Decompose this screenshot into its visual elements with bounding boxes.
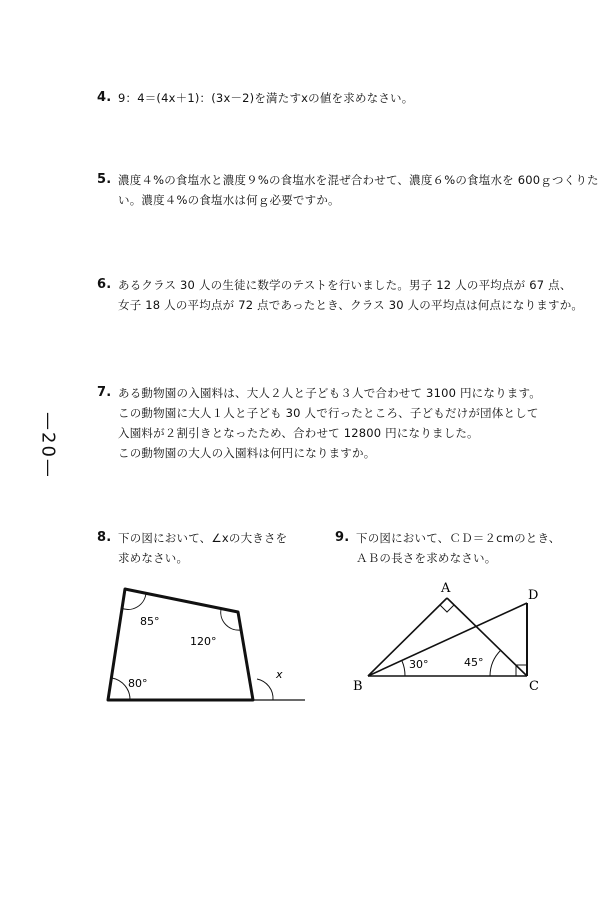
figure-8-quadrilateral xyxy=(100,580,315,710)
angle-label-45: 45° xyxy=(464,656,484,669)
figure-9-triangles xyxy=(345,572,550,697)
angle-label-120: 120° xyxy=(190,635,217,648)
problem-text: この動物園に大人１人と子ども 30 人で行ったところ、子どもだけが団体として xyxy=(118,406,539,420)
vertex-label-B: B xyxy=(353,679,363,694)
problem-5 xyxy=(97,170,599,210)
problem-text: 下の図において、∠xの大きさを xyxy=(118,531,288,545)
problem-number: 7. xyxy=(97,385,112,400)
segment-AC xyxy=(447,598,527,676)
angle-label-85: 85° xyxy=(140,615,160,628)
vertex-label-A: A xyxy=(441,581,451,596)
angle-label-30: 30° xyxy=(409,658,429,671)
angle-arc-45 xyxy=(490,650,501,676)
problem-9 xyxy=(335,528,560,568)
problem-text: ＡＢの長さを求めなさい。 xyxy=(356,551,497,565)
segment-BA xyxy=(368,598,447,676)
angle-arc-30 xyxy=(402,661,405,676)
right-angle-marker-A xyxy=(440,605,454,612)
vertex-label-D: D xyxy=(528,588,539,603)
problem-text: あるクラス 30 人の生徒に数学のテストを行いました。男子 12 人の平均点が 67 点、 xyxy=(118,278,572,292)
problem-text: 求めなさい。 xyxy=(118,551,189,565)
problem-6 xyxy=(97,275,583,315)
problem-number: 5. xyxy=(97,172,112,187)
page-number: —20— xyxy=(37,411,59,479)
problem-text: 下の図において、ＣＤ＝２cmのとき、 xyxy=(356,531,561,545)
problem-4 xyxy=(97,88,413,108)
problem-text: 濃度４%の食塩水と濃度９%の食塩水を混ぜ合わせて、濃度６%の食塩水を 600ｇつくりた xyxy=(118,173,599,187)
problem-number: 6. xyxy=(97,277,112,292)
angle-arc-x xyxy=(257,679,273,700)
problem-number: 8. xyxy=(97,530,112,545)
problem-7 xyxy=(97,383,541,463)
problem-text: この動物園の大人の入園料は何円になりますか。 xyxy=(118,446,376,460)
problem-text: 入園料が２割引きとなったため、合わせて 12800 円になりました。 xyxy=(118,426,479,440)
problem-text: ある動物園の入園料は、大人２人と子ども３人で合わせて 3100 円になります。 xyxy=(118,386,541,400)
problem-8 xyxy=(97,528,287,568)
angle-label-80: 80° xyxy=(128,677,148,690)
problem-text: い。濃度４%の食塩水は何ｇ必要ですか。 xyxy=(118,193,340,207)
vertex-label-C: C xyxy=(529,679,539,694)
angle-label-x: x xyxy=(276,668,283,681)
problem-text: 女子 18 人の平均点が 72 点であったとき、クラス 30 人の平均点は何点になりますか。 xyxy=(118,298,584,312)
problem-number: 9. xyxy=(335,530,350,545)
problem-text: 9：4＝(4x＋1)：(3x－2)を満たすxの値を求めなさい。 xyxy=(118,91,414,105)
segment-BD xyxy=(368,603,527,676)
problem-number: 4. xyxy=(97,90,112,105)
